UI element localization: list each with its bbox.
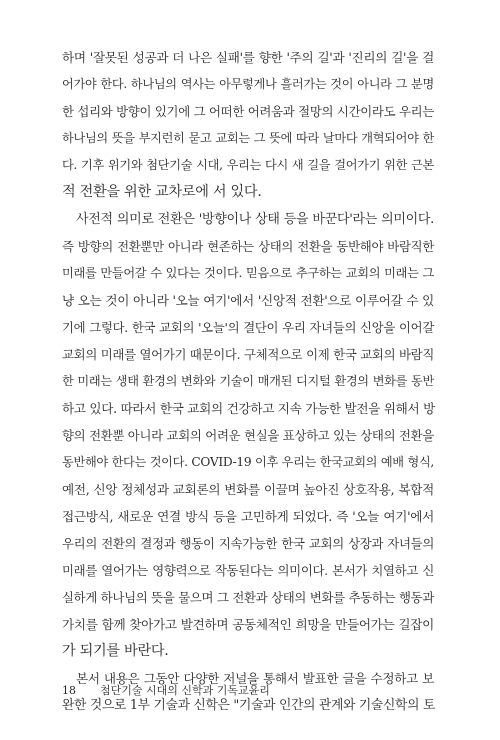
text-line: 다. 기후 위기와 첨단기술 시대, 우리는 다시 새 길을 걸어가기 위한 근본 <box>62 158 434 172</box>
text-line: 예전, 신앙 정체성과 교회론의 변화를 이끌며 높아진 상호작용, 복합적 <box>62 482 434 497</box>
text-line: 향의 전환뿐 아니라 교회의 어려운 현실을 표상하고 있는 상태의 전환을 <box>62 428 434 443</box>
body-text <box>62 44 434 719</box>
text-line: 완한 것으로 1부 기술과 신학은 "기술과 인간의 관계와 기술신학의 토 <box>62 698 436 713</box>
text-line: 접근방식, 새로운 연결 방식 등을 고민하게 되었다. 즉 '오늘 여기'에서 <box>62 509 434 524</box>
text-line: 미래를 만들어갈 수 있다는 것이다. 믿음으로 추구하는 교회의 미래는 그 <box>62 266 434 280</box>
text-line: 본서 내용은 그동안 다양한 저널을 통해서 발표한 글을 수정하고 보 <box>76 671 434 686</box>
text-line: 한 섭리와 방향이 있기에 그 어떠한 어려움과 절망의 시간이라도 우리는 <box>62 104 434 119</box>
text-line: 실하게 하나님의 뜻을 물으며 그 전환과 상태의 변화를 추동하는 행동과 <box>62 590 434 605</box>
page-footer <box>62 682 434 700</box>
text-line: 우리의 전환의 결정과 행동이 지속가능한 한국 교회의 상장과 자녀들의 <box>62 536 434 551</box>
page-number: 18 <box>62 684 76 697</box>
text-line: 즉 방향의 전환뿐만 아니라 현존하는 상태의 전환을 동반해야 바람직한 <box>62 239 434 254</box>
text-line: 교회의 미래를 열어가기 때문이다. 구체적으로 이제 한국 교회의 바람직 <box>62 347 434 362</box>
text-line: 가 되기를 바란다. <box>62 643 169 659</box>
text-line: 어가야 한다. 하나님의 역사는 아무렇게나 흘러가는 것이 아니라 그 분명 <box>62 77 434 91</box>
text-line: 하며 '잘못된 성공과 더 나은 실패'를 향한 '주의 길'과 '진리의 길'을 걸 <box>62 50 434 65</box>
text-line: 기에 그렇다. 한국 교회의 '오늘'의 결단이 우리 자녀들의 신앙을 이어갈 <box>62 320 434 335</box>
text-line: 적 전환을 위한 교차로에 서 있다. <box>62 184 262 200</box>
text-line: 미래를 열어가는 영향력으로 작동된다는 의미이다. 본서가 치열하고 신 <box>62 563 434 578</box>
text-line: 하나님의 뜻을 부지런히 묻고 교회는 그 뜻에 따라 날마다 개혁되어야 한 <box>62 131 434 145</box>
text-line: 사전적 의미로 전환은 '방향이나 상태 등을 바꾼다'라는 의미이다. <box>76 212 434 227</box>
text-line: 한 미래는 생태 환경의 변화와 기술이 매개된 디지털 환경의 변화를 동반 <box>62 374 434 388</box>
text-line: 동반해야 한다는 것이다. COVID-19 이후 우리는 한국교회의 예배 형식, <box>62 455 434 469</box>
text-line: 냥 오는 것이 아니라 '오늘 여기'에서 '신앙적 전환'으로 이루어갈 수 있 <box>62 293 434 308</box>
running-title: 첨단기술 시대의 신학과 기독교윤리 <box>100 684 270 697</box>
text-line: 하고 있다. 따라서 한국 교회의 건강하고 지속 가능한 발전을 위해서 방 <box>62 401 435 416</box>
text-line: 가치를 함께 찾아가고 발견하며 공동체적인 희망을 만들어가는 길잡이 <box>62 617 434 632</box>
